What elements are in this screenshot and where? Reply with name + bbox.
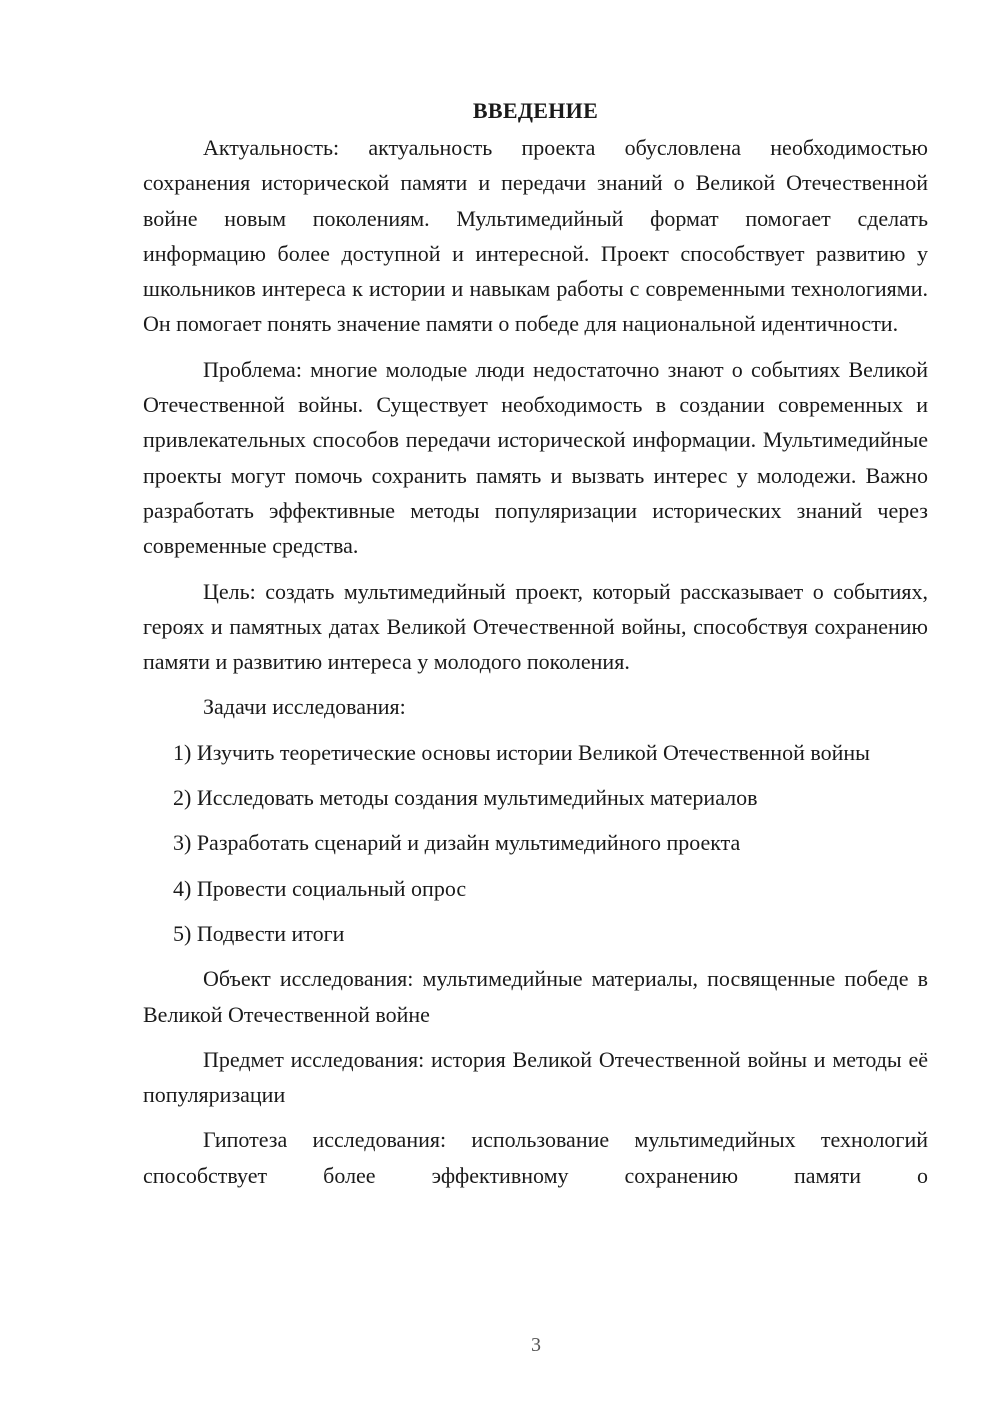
task-item-2: 2) Исследовать методы создания мультимедийных материалов [173, 785, 758, 811]
document-page [143, 96, 928, 1203]
task-item-4: 4) Провести социальный опрос [173, 875, 467, 901]
page-title: ВВЕДЕНИЕ [472, 98, 599, 123]
paragraph-subject: Предмет исследования: история Великой Отечественной войны и методы её популяризации [143, 1046, 928, 1108]
task-item-5: 5) Подвести итоги [173, 920, 345, 946]
tasks-heading: Задачи исследования: [203, 694, 406, 720]
task-item-1: 1) Изучить теоретические основы истории Великой Отечественной войны [173, 739, 870, 765]
paragraph-relevance: Актуальность: актуальность проекта обусловлена необходимостью сохранения исторической памяти и передачи знаний о Великой Отечественной войне новым поколениям. Мультимедийный формат помогает сделать информацию более доступной и интересной. Проект способствует развитию у школьников интереса к истории и навыкам работы с современными технологиями. Он помогает понять значение памяти о победе для национальной идентичности. [143, 135, 928, 337]
paragraph-object: Объект исследования: мультимедийные материалы, посвященные победе в Великой Отечественной войне [143, 966, 928, 1027]
paragraph-goal: Цель: создать мультимедийный проект, который рассказывает о событиях, героях и памятных датах Великой Отечественной войны, способствуя сохранению памяти и развитию интереса у молодого поколения. [143, 578, 928, 675]
paragraph-problem: Проблема: многие молодые люди недостаточно знают о событиях Великой Отечественной войны. Существует необходимость в создании современных и привлекательных способов передачи исторической информации. Мультимедийные проекты могут помочь сохранить память и вызвать интерес у молодежи. Важно разработать эффективные методы популяризации исторических знаний через современные средства. [143, 356, 928, 559]
paragraph-hypothesis: Гипотеза исследования: использование мультимедийных технологий способствует более эффективному сохранению памяти о [143, 1127, 928, 1188]
task-item-3: 3) Разработать сценарий и дизайн мультимедийного проекта [173, 830, 741, 856]
page-number: 3 [531, 1334, 541, 1356]
